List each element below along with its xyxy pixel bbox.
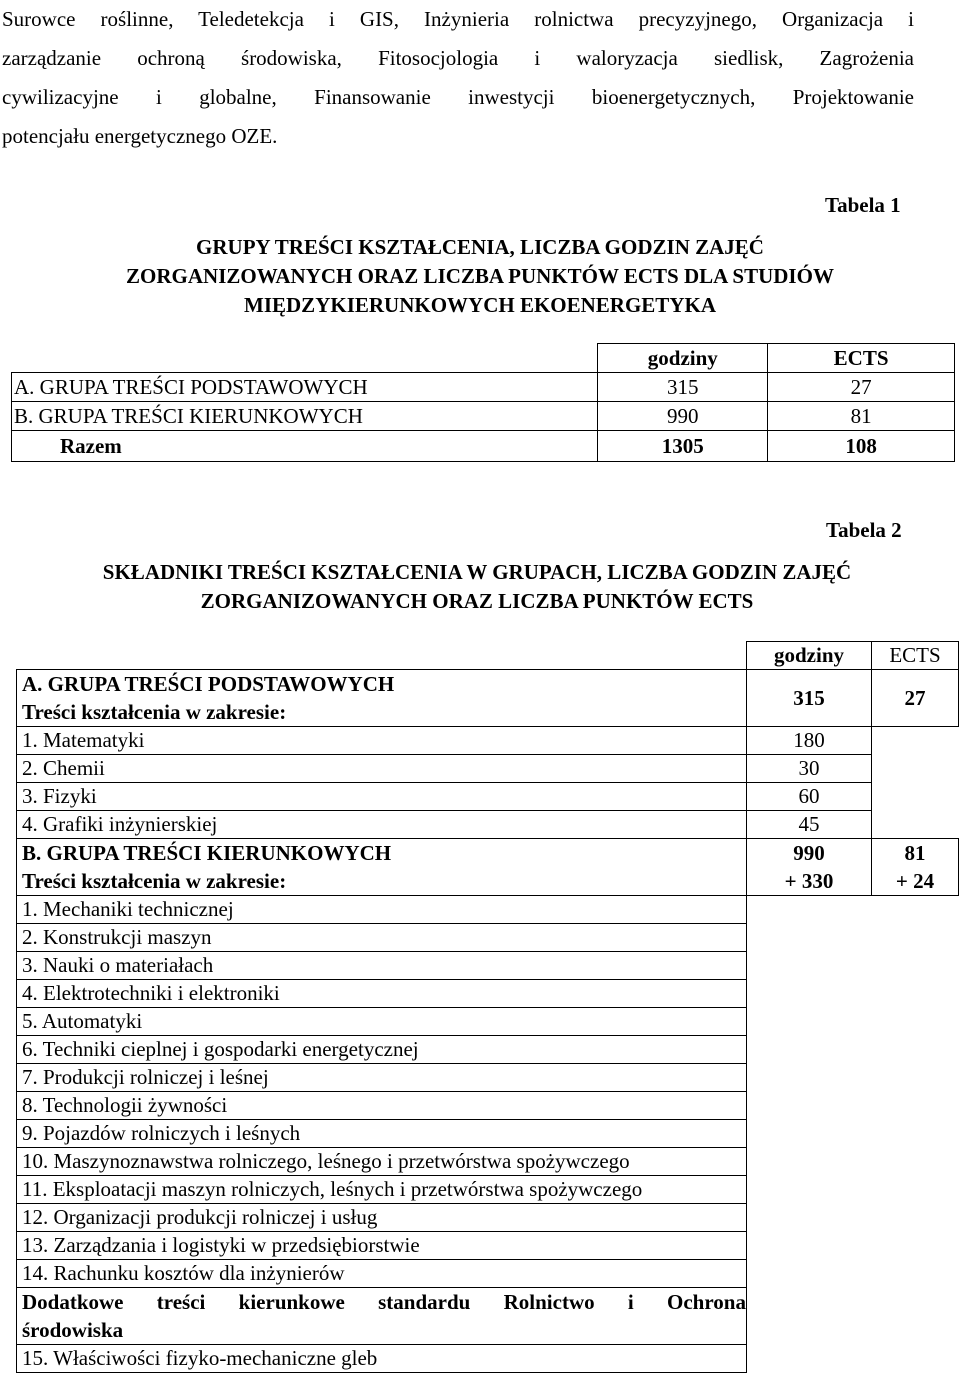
table-row bbox=[17, 1176, 959, 1204]
table2-header-empty bbox=[17, 642, 747, 670]
table2-label: Tabela 2 bbox=[826, 518, 902, 542]
table2-item-name: 5. Automatyki bbox=[17, 1008, 747, 1036]
table1-title bbox=[0, 233, 960, 320]
table2-a-item-hours: 180 bbox=[747, 727, 872, 755]
table2-a-item-blank bbox=[872, 727, 959, 755]
table2-group-a-title-cell bbox=[17, 670, 747, 727]
table2-item-name: 11. Eksploatacji maszyn rolniczych, leśnych i przetwórstwa spożywczego bbox=[17, 1176, 747, 1204]
table2-item-blank bbox=[747, 1260, 872, 1288]
table1-title-line-2: ZORGANIZOWANYCH ORAZ LICZBA PUNKTÓW ECTS DLA STUDIÓW bbox=[126, 264, 834, 288]
table2-group-b-title-cell bbox=[17, 839, 747, 896]
table2-item-blank bbox=[747, 1232, 872, 1260]
table2-item-name: 6. Techniki cieplnej i gospodarki energetycznej bbox=[17, 1036, 747, 1064]
table2-item-blank bbox=[872, 1232, 959, 1260]
intro-paragraph bbox=[2, 0, 914, 156]
table2-item-blank bbox=[747, 1064, 872, 1092]
table-row bbox=[17, 1148, 959, 1176]
table2-group-b-ects bbox=[872, 839, 959, 896]
table-row bbox=[17, 783, 959, 811]
table1-row-ects: 27 bbox=[768, 373, 955, 402]
table2-group-a-hours: 315 bbox=[747, 670, 872, 727]
table2-item-name: 14. Rachunku kosztów dla inżynierów bbox=[17, 1260, 747, 1288]
table1-total-ects: 108 bbox=[768, 431, 955, 462]
table2-group-a-title: A. GRUPA TREŚCI PODSTAWOWYCH bbox=[22, 672, 395, 696]
table2-item-name: 12. Organizacji produkcji rolniczej i usług bbox=[17, 1204, 747, 1232]
table1-total-row bbox=[12, 431, 955, 462]
table2-title-line-2: ZORGANIZOWANYCH ORAZ LICZBA PUNKTÓW ECTS bbox=[200, 589, 754, 613]
table-row bbox=[17, 924, 959, 952]
table2-item-blank bbox=[872, 1260, 959, 1288]
table2-a-item-blank bbox=[872, 811, 959, 839]
table-row bbox=[17, 1092, 959, 1120]
table-row bbox=[17, 980, 959, 1008]
table2-extra-blank bbox=[747, 1288, 872, 1345]
table2-item-blank bbox=[872, 1092, 959, 1120]
table2-item-blank bbox=[747, 1092, 872, 1120]
table2-group-b-hours-line-1: 990 bbox=[793, 841, 825, 865]
table1-col-ects: ECTS bbox=[768, 344, 955, 373]
table2-item-blank bbox=[872, 896, 959, 924]
table2-extra-blank bbox=[872, 1288, 959, 1345]
table2-a-item-name: 2. Chemii bbox=[17, 755, 747, 783]
table1-label: Tabela 1 bbox=[825, 193, 901, 217]
table2-a-item-hours: 60 bbox=[747, 783, 872, 811]
table-row bbox=[17, 727, 959, 755]
table1-header-empty bbox=[12, 344, 598, 373]
table1-header-row bbox=[12, 344, 955, 373]
table2-item-name: 10. Maszynoznawstwa rolniczego, leśnego i przetwórstwa spożywczego bbox=[17, 1148, 747, 1176]
table2-item-blank bbox=[747, 952, 872, 980]
table-row bbox=[17, 1036, 959, 1064]
table2-extra-title-line-2: środowiska bbox=[22, 1318, 124, 1342]
table2-group-b-ects-line-2: + 24 bbox=[895, 869, 935, 893]
table2-item-blank bbox=[872, 924, 959, 952]
table1-row-name: B. GRUPA TREŚCI KIERUNKOWYCH bbox=[12, 402, 598, 431]
table1-title-line-3: MIĘDZYKIERUNKOWYCH EKOENERGETYKA bbox=[244, 293, 716, 317]
table2-extra-title-row bbox=[17, 1288, 959, 1345]
table2-a-item-name: 1. Matematyki bbox=[17, 727, 747, 755]
table-row bbox=[17, 952, 959, 980]
table-row bbox=[17, 1260, 959, 1288]
table2-item-blank bbox=[747, 1120, 872, 1148]
table-row bbox=[17, 1064, 959, 1092]
table-row bbox=[17, 1008, 959, 1036]
table1-col-hours: godziny bbox=[598, 344, 768, 373]
table2-item-blank bbox=[872, 1064, 959, 1092]
table1-total-name: Razem bbox=[12, 431, 598, 462]
table2-item-name: 13. Zarządzania i logistyki w przedsiębiorstwie bbox=[17, 1232, 747, 1260]
table-row bbox=[17, 1232, 959, 1260]
table2-col-ects: ECTS bbox=[872, 642, 959, 670]
table2-group-b-items bbox=[17, 896, 959, 1288]
table2-a-item-blank bbox=[872, 783, 959, 811]
table2-item-blank bbox=[747, 1008, 872, 1036]
table2-item-blank bbox=[747, 1148, 872, 1176]
table2-group-b-subtitle: Treści kształcenia w zakresie: bbox=[22, 869, 287, 893]
table2-item-blank bbox=[747, 1204, 872, 1232]
table2-a-item-name: 4. Grafiki inżynierskiej bbox=[17, 811, 747, 839]
table2-item-blank bbox=[747, 1036, 872, 1064]
table-row bbox=[17, 896, 959, 924]
table2-extra-title-line-1: Dodatkowe treści kierunkowe standardu Rolnictwo i Ochrona bbox=[22, 1290, 746, 1314]
intro-line-1: Surowce roślinne, Teledetekcja i GIS, Inżynieria rolnictwa precyzyjnego, Organizacja i bbox=[2, 7, 914, 31]
table2-extra-title-cell bbox=[17, 1288, 747, 1345]
table1-title-line-1: GRUPY TREŚCI KSZTAŁCENIA, LICZBA GODZIN ZAJĘĆ bbox=[196, 235, 764, 259]
table2-item-blank bbox=[747, 980, 872, 1008]
table2-title-line-1: SKŁADNIKI TREŚCI KSZTAŁCENIA W GRUPACH, LICZBA GODZIN ZAJĘĆ bbox=[102, 560, 852, 584]
table2-extra-items bbox=[17, 1345, 959, 1373]
table2-title bbox=[0, 558, 957, 616]
table2-item-blank bbox=[872, 1148, 959, 1176]
table2-item-blank bbox=[872, 1036, 959, 1064]
table-row bbox=[17, 1345, 959, 1373]
table1-row-hours: 315 bbox=[598, 373, 768, 402]
table2-item-blank bbox=[747, 924, 872, 952]
table2-item-name: 2. Konstrukcji maszyn bbox=[17, 924, 747, 952]
table-row bbox=[17, 811, 959, 839]
table2-item-blank bbox=[872, 1204, 959, 1232]
table2-item-blank bbox=[872, 980, 959, 1008]
table1-row-name: A. GRUPA TREŚCI PODSTAWOWYCH bbox=[12, 373, 598, 402]
table2-item-blank bbox=[872, 1120, 959, 1148]
table2-group-a-row bbox=[17, 670, 959, 727]
table2-item-blank bbox=[872, 952, 959, 980]
table2-item-blank bbox=[747, 1345, 872, 1373]
table2-a-item-blank bbox=[872, 755, 959, 783]
table2-col-hours: godziny bbox=[747, 642, 872, 670]
table2-group-a-ects: 27 bbox=[872, 670, 959, 727]
table2-a-item-hours: 45 bbox=[747, 811, 872, 839]
table2-group-a-subtitle: Treści kształcenia w zakresie: bbox=[22, 700, 287, 724]
table2-item-blank bbox=[872, 1176, 959, 1204]
table2-item-blank bbox=[872, 1345, 959, 1373]
table2-group-b-title: B. GRUPA TREŚCI KIERUNKOWYCH bbox=[22, 841, 392, 865]
table2-group-b-hours-line-2: + 330 bbox=[784, 869, 834, 893]
intro-line-3: cywilizacyjne i globalne, Finansowanie inwestycji bioenergetycznych, Projektowanie bbox=[2, 85, 914, 109]
table2-group-b-hours bbox=[747, 839, 872, 896]
table2-item-blank bbox=[747, 1176, 872, 1204]
table2-item-name: 7. Produkcji rolniczej i leśnej bbox=[17, 1064, 747, 1092]
table-row bbox=[12, 373, 955, 402]
intro-line-2: zarządzanie ochroną środowiska, Fitosocjologia i waloryzacja siedlisk, Zagrożenia bbox=[2, 46, 914, 70]
table2-item-blank bbox=[872, 1008, 959, 1036]
table2-item-name: 3. Nauki o materiałach bbox=[17, 952, 747, 980]
table-row bbox=[12, 402, 955, 431]
table-row bbox=[17, 1204, 959, 1232]
table2-item-name: 4. Elektrotechniki i elektroniki bbox=[17, 980, 747, 1008]
table2-header-row bbox=[17, 642, 959, 670]
table-row bbox=[17, 755, 959, 783]
table2-group-b-ects-line-1: 81 bbox=[904, 841, 926, 865]
table1-row-ects: 81 bbox=[768, 402, 955, 431]
table2 bbox=[16, 641, 959, 1373]
table2-item-name: 9. Pojazdów rolniczych i leśnych bbox=[17, 1120, 747, 1148]
table2-item-name: 1. Mechaniki technicznej bbox=[17, 896, 747, 924]
table1 bbox=[11, 343, 955, 462]
table2-item-blank bbox=[747, 896, 872, 924]
table1-total-hours: 1305 bbox=[598, 431, 768, 462]
table1-row-hours: 990 bbox=[598, 402, 768, 431]
intro-line-4: potencjału energetycznego OZE. bbox=[2, 124, 278, 148]
table-row bbox=[17, 1120, 959, 1148]
table2-a-item-hours: 30 bbox=[747, 755, 872, 783]
table2-item-name: 8. Technologii żywności bbox=[17, 1092, 747, 1120]
table2-item-name: 15. Właściwości fizyko-mechaniczne gleb bbox=[17, 1345, 747, 1373]
table2-group-b-row bbox=[17, 839, 959, 896]
table2-a-item-name: 3. Fizyki bbox=[17, 783, 747, 811]
